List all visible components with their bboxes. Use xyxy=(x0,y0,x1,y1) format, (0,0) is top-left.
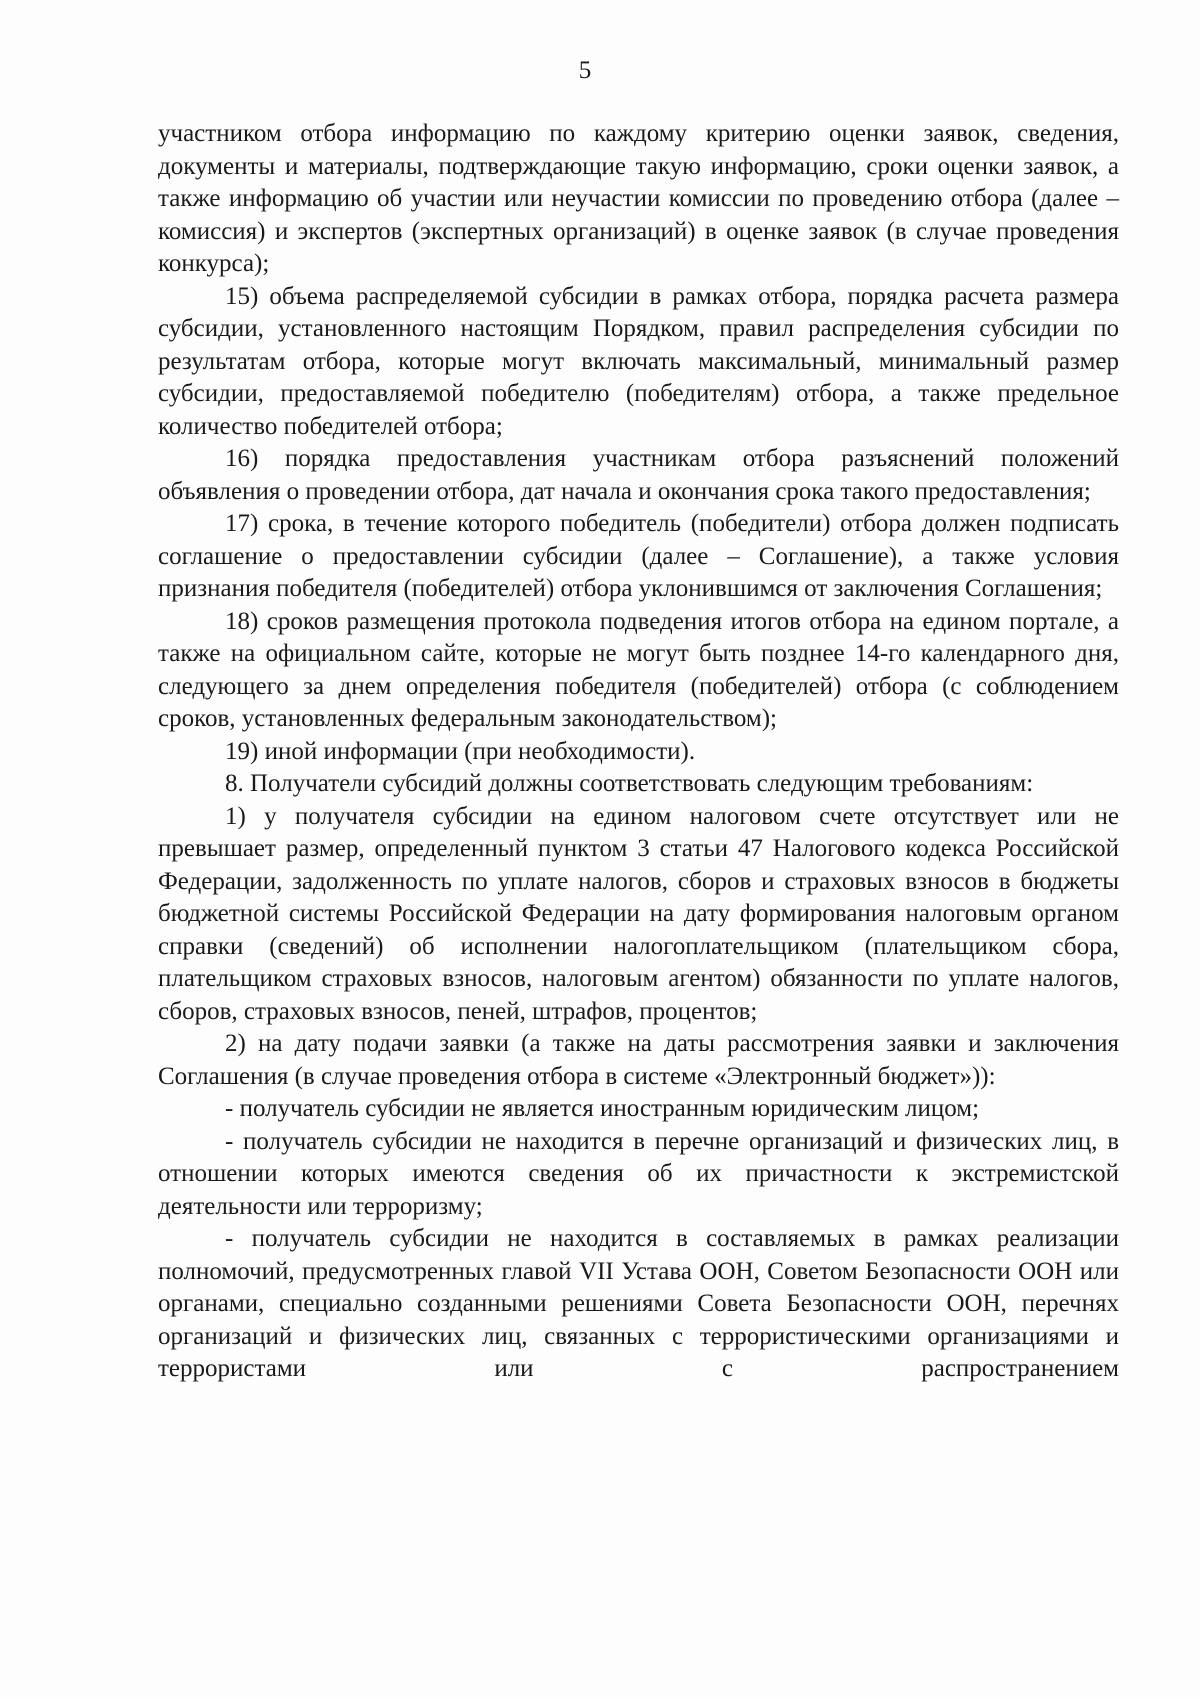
paragraph-requirement-2: 2) на дату подачи заявки (а также на даты рассмотрения заявки и заключения Соглашения (в случае проведения отбора в системе «Электронный бюджет»)): xyxy=(158,1030,1119,1090)
paragraph-dash-item-2: - получатель субсидии не находится в перечне организаций и физических лиц, в отношении которых имеются сведения об их причастности к экстремистской деятельности или терроризму; xyxy=(158,1127,1119,1220)
paragraph-item-18: 18) сроков размещения протокола подведения итогов отбора на едином портале, а также на официальном сайте, которые не могут быть позднее 14-го календарного дня, следующего за днем определения победителя (победителей) отбора (с соблюдением сроков, установленных федеральным законодательством); xyxy=(158,607,1119,732)
paragraph-item-16: 16) порядка предоставления участникам отбора разъяснений положений объявления о проведении отбора, дат начала и окончания срока такого предоставления; xyxy=(158,445,1119,505)
paragraph-item-19: 19) иной информации (при необходимости). xyxy=(225,737,696,765)
paragraph-dash-item-3: - получатель субсидии не находится в составляемых в рамках реализации полномочий, предусмотренных главой VII Устава ООН, Советом Безопасности ООН или органами, специально созданными решениями Совета Безопасности ООН, перечнях организаций и физических лиц, связанных с террористическими организациями и террористами или с распространением xyxy=(158,1225,1119,1382)
page-number: 5 xyxy=(578,57,592,84)
paragraph-dash-item-1: - получатель субсидии не является иностранным юридическим лицом; xyxy=(225,1095,980,1122)
paragraph-requirement-1: 1) у получателя субсидии на едином налоговом счете отсутствует или не превышает размер, определенный пунктом 3 статьи 47 Налогового кодекса Российской Федерации, задолженность по уплате налогов, сборов и страховых взносов в бюджеты бюджетной системы Российской Федерации на дату формирования налоговым органом справки (сведений) об исполнении налогоплательщиком (плательщиком сбора, плательщиком страховых взносов, налоговым агентом) обязанности по уплате налогов, сборов, страховых взносов, пеней, штрафов, процентов; xyxy=(158,802,1119,1025)
paragraph-continuation: участником отбора информацию по каждому критерию оценки заявок, сведения, документы и материалы, подтверждающие такую информацию, сроки оценки заявок, а также информацию об участии или неучастии комиссии по проведению отбора (далее – комиссия) и экспертов (экспертных организаций) в оценке заявок (в случае проведения конкурса); xyxy=(158,120,1119,277)
paragraph-section-8: 8. Получатели субсидий должны соответствовать следующим требованиям: xyxy=(225,770,1034,797)
paragraph-item-17: 17) срока, в течение которого победитель (победители) отбора должен подписать соглашение о предоставлении субсидии (далее – Соглашение), а также условия признания победителя (победителей) отбора уклонившимся от заключения Соглашения; xyxy=(158,510,1119,602)
paragraph-item-15: 15) объема распределяемой субсидии в рамках отбора, порядка расчета размера субсидии, установленного настоящим Порядком, правил распределения субсидии по результатам отбора, которые могут включать максимальный, минимальный размер субсидии, предоставляемой победителю (победителям) отбора, а также предельное количество победителей отбора; xyxy=(158,282,1119,440)
document-body xyxy=(158,118,1119,1386)
